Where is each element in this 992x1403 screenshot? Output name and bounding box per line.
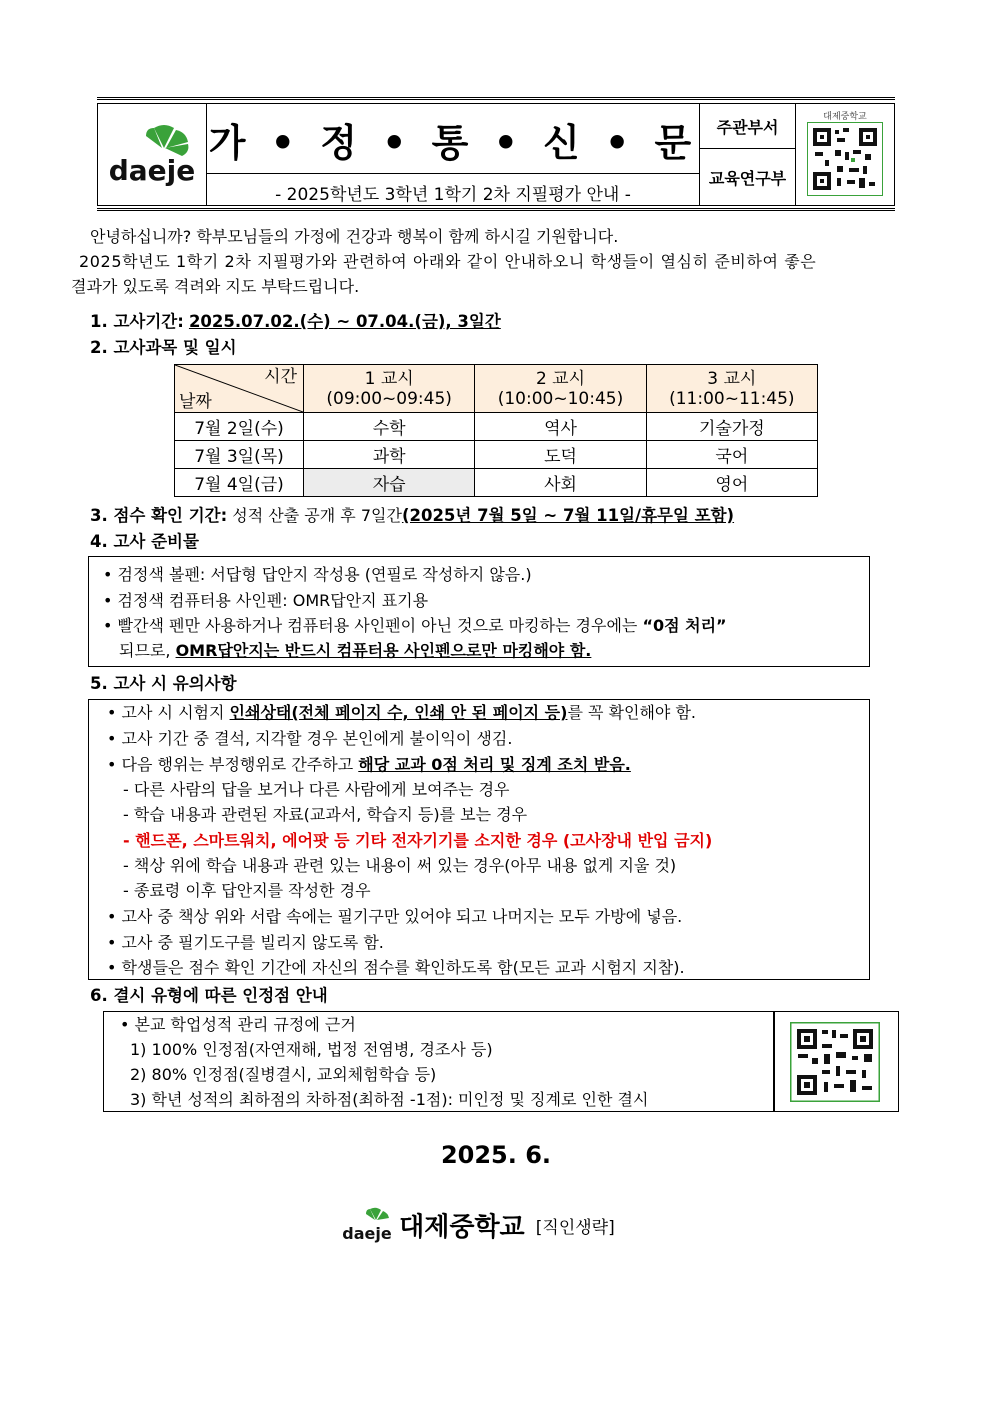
corner-time-label: 시간 (264, 367, 297, 387)
sub-item-warning: - 핸드폰, 스마트워치, 에어팟 등 기타 전자기기를 소지한 경우 (고사장내 반입 금지) (123, 831, 713, 850)
greeting-line-1: 안녕하십니까? 학부모님들의 가정에 건강과 행복이 함께 하시길 기원합니다. (90, 227, 619, 246)
header (97, 97, 895, 211)
period-header: 1 교시 (09:00~09:45) (304, 365, 475, 413)
subject-cell: 도덕 (475, 441, 646, 469)
seal-omitted: [직인생략] (535, 1217, 615, 1238)
list-item: • 고사 기간 중 결석, 지각할 경우 본인에게 불이익이 생김. (107, 729, 513, 748)
date-cell: 7월 3일(목) (175, 441, 304, 469)
qr-code-icon (790, 1022, 880, 1102)
issue-date: 2025. 6. (440, 1141, 552, 1169)
table-row (175, 441, 818, 469)
score-check-label: 3. 점수 확인 기간: (90, 506, 228, 525)
list-item: • 본교 학업성적 관리 규정에 근거 (120, 1015, 356, 1034)
qr-code-header (796, 104, 895, 206)
list-item: 3) 학년 성적의 최하점의 차하점(최하점 -1점): 미인정 및 징계로 인한 결시 (130, 1090, 649, 1109)
score-check-period: (2025년 7월 5일 ~ 7월 11일/휴무일 포함) (401, 506, 735, 525)
svg-text:daeje: daeje (342, 1224, 392, 1243)
absence-box (103, 1011, 899, 1112)
page-subtitle: - 2025학년도 3학년 1학기 2차 지필평가 안내 - (275, 185, 631, 205)
section-schedule-title: 2. 고사과목 및 일시 (90, 338, 237, 357)
greeting-line-3: 결과가 있도록 격려와 지도 부탁드립니다. (71, 277, 360, 296)
subject-cell: 기술가정 (646, 413, 817, 441)
supplies-box (88, 556, 870, 667)
dept-name: 교육연구부 (700, 149, 796, 206)
list-item: • 고사 시 시험지 인쇄상태(전체 페이지 수, 인쇄 안 된 페이지 등)를 꼭 확인해야 함. (107, 703, 696, 722)
title-cell (207, 104, 700, 206)
exam-period-value: 2025.07.02.(수) ~ 07.04.(금), 3일간 (188, 312, 501, 331)
date-cell: 7월 4일(금) (175, 469, 304, 497)
page-title: 가 • 정 • 통 • 신 • 문 (208, 121, 698, 165)
schedule-table (174, 364, 818, 497)
sub-item: - 책상 위에 학습 내용과 관련 있는 내용이 써 있는 경우(아무 내용 없게 지울 것) (123, 856, 677, 875)
list-item: • 빨간색 펜만 사용하거나 컴퓨터용 사인펜이 아닌 것으로 마킹하는 경우에는 “0점 처리” (103, 616, 727, 635)
date-cell: 7월 2일(수) (175, 413, 304, 441)
footer-signature (342, 1206, 615, 1246)
table-row (175, 469, 818, 497)
subject-cell: 영어 (646, 469, 817, 497)
section-score-check (90, 504, 734, 528)
subject-cell: 국어 (646, 441, 817, 469)
subject-cell: 과학 (304, 441, 475, 469)
subject-cell: 자습 (304, 469, 475, 497)
school-logo-small (342, 1206, 394, 1244)
sub-item: - 종료령 이후 답안지를 작성한 경우 (123, 881, 371, 900)
period-header: 2 교시 (10:00~10:45) (475, 365, 646, 413)
sub-item: - 다른 사람의 답을 보거나 다른 사람에게 보여주는 경우 (123, 780, 510, 799)
table-row (175, 413, 818, 441)
corner-date-label: 날짜 (179, 392, 212, 412)
precautions-box (88, 699, 870, 980)
divider (773, 1012, 775, 1111)
subject-cell: 역사 (475, 413, 646, 441)
list-item: • 고사 중 필기도구를 빌리지 않도록 함. (107, 933, 384, 952)
list-item: 2) 80% 인정점(질병결시, 교외체험학습 등) (130, 1065, 437, 1084)
exam-period-label: 1. 고사기간: (90, 312, 184, 331)
dept-label: 주관부서 (700, 104, 796, 149)
school-name: 대제중학교 (399, 1212, 525, 1243)
greeting-line-2: 2025학년도 1학기 2차 지필평가와 관련하여 아래와 같이 안내하오니 학생들이 열심히 준비하여 좋은 (79, 252, 817, 271)
list-item: • 검정색 컴퓨터용 사인펜: OMR답안지 표기용 (103, 591, 429, 610)
list-item: • 학생들은 점수 확인 기간에 자신의 점수를 확인하도록 함(모든 교과 시험지 지참). (107, 958, 685, 977)
score-check-text: 성적 산출 공개 후 7일간 (227, 506, 402, 525)
list-item: • 다음 행위는 부정행위로 간주하고 해당 교과 0점 처리 및 징계 조치 받음. (107, 755, 631, 774)
period-header: 3 교시 (11:00~11:45) (646, 365, 817, 413)
school-logo (98, 104, 207, 206)
svg-text:daeje: daeje (108, 153, 196, 187)
list-item: 1) 100% 인정점(자연재해, 법정 전염병, 경조사 등) (130, 1040, 493, 1059)
corner-cell (175, 365, 304, 413)
section-supplies-title: 4. 고사 준비물 (90, 532, 199, 551)
list-item-continued: 되므로, OMR답안지는 반드시 컴퓨터용 사인펜으로만 마킹해야 함. (119, 641, 592, 660)
subject-cell: 수학 (304, 413, 475, 441)
qr-code-icon (807, 122, 883, 196)
qr-caption: 대제중학교 (823, 112, 867, 122)
section-absence-title: 6. 결시 유형에 따른 인정점 안내 (90, 986, 328, 1005)
section-precautions-title: 5. 고사 시 유의사항 (90, 674, 237, 693)
section-exam-period (90, 310, 501, 334)
list-item: • 검정색 볼펜: 서답형 답안지 작성용 (연필로 작성하지 않음.) (103, 565, 532, 584)
ginkgo-leaf-icon (102, 118, 202, 188)
sub-item: - 학습 내용과 관련된 자료(교과서, 학습지 등)를 보는 경우 (123, 805, 528, 824)
list-item: • 고사 중 책상 위와 서랍 속에는 필기구만 있어야 되고 나머지는 모두 가방에 넣음. (107, 907, 683, 926)
subject-cell: 사회 (475, 469, 646, 497)
